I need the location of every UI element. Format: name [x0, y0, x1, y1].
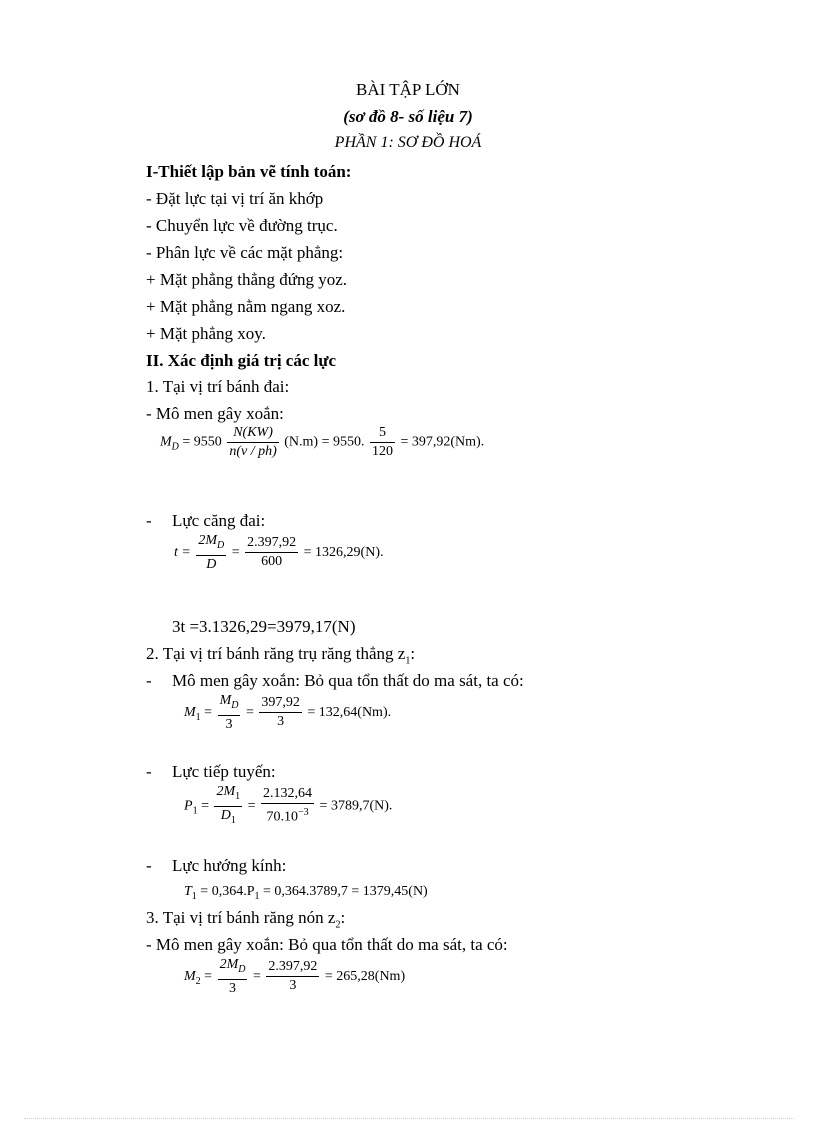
equation-p1: $P_1$ = $\frac{2M_1}{D_1}$ = $\frac{2.132,64}{70.10^{-3}}$ = 3789,7(N). — [184, 784, 393, 826]
list-item: - Đặt lực tại vị trí ăn khớp — [146, 189, 324, 208]
equation-md: $M_D = 9550$ $\frac{N(KW)}{n(v / ph)}$ (N.m) = 9550. $\frac{5}{120}$ = 397,92(Nm). — [160, 425, 485, 459]
doc-subtitle: (sơ đồ 8- số liệu 7) — [343, 107, 473, 126]
subsection-2-title: 2. Tại vị trí bánh răng trụ răng thẳng $z_1$: — [146, 644, 416, 667]
list-item: - Phân lực về các mặt phẳng: — [146, 243, 344, 262]
radial-force-label: Lực hướng kính: — [172, 856, 287, 875]
bullet: - — [146, 511, 152, 530]
subsection-3-title: 3. Tại vị trí bánh răng nón $z_2$: — [146, 908, 346, 931]
subsection-1-title: 1. Tại vị trí bánh đai: — [146, 377, 290, 396]
equation-m2: $M_2$ = $\frac{2M_D}{3}$ = $\frac{2.397,92}{3}$ = 265,28(Nm) — [184, 957, 406, 996]
equation-t1: $T_1 = 0,364.P_1 = 0,364.3789,7 = 1379,45(N)$ — [184, 884, 428, 902]
list-item: + Mặt phẳng xoy. — [146, 324, 266, 343]
bullet: - — [146, 762, 152, 781]
page-bottom-divider — [24, 1118, 794, 1119]
section-1-heading: I-Thiết lập bản vẽ tính toán: — [146, 162, 352, 181]
section-2-heading: II. Xác định giá trị các lực — [146, 351, 337, 370]
moment-label: - Mô men gây xoắn: — [146, 404, 284, 423]
list-item: + Mặt phẳng thẳng đứng yoz. — [146, 270, 348, 289]
tangent-force-label: Lực tiếp tuyến: — [172, 762, 276, 781]
bullet: - — [146, 671, 152, 690]
bullet: - — [146, 856, 152, 875]
list-item: - Chuyển lực về đường trục. — [146, 216, 338, 235]
list-item: + Mặt phẳng nằm ngang xoz. — [146, 297, 346, 316]
belt-result: 3t =3.1326,29=3979,17(N) — [172, 617, 356, 636]
equation-t: t = $\frac{2M_D}{D}$ = $\frac{2.397,92}{600}$ = 1326,29(N). — [174, 533, 384, 572]
moment-label: - Mô men gây xoắn: Bỏ qua tổn thất do ma sát, ta có: — [146, 935, 508, 954]
moment-label: Mô men gây xoắn: Bỏ qua tổn thất do ma sát, ta có: — [172, 671, 524, 690]
belt-tension-label: Lực căng đai: — [172, 511, 266, 530]
equation-m1: $M_1$ = $\frac{M_D}{3}$ = $\frac{397,92}{3}$ = 132,64(Nm). — [184, 693, 392, 732]
part-heading: PHẦN 1: SƠ ĐỒ HOÁ — [334, 134, 482, 151]
doc-title: BÀI TẬP LỚN — [356, 80, 460, 99]
